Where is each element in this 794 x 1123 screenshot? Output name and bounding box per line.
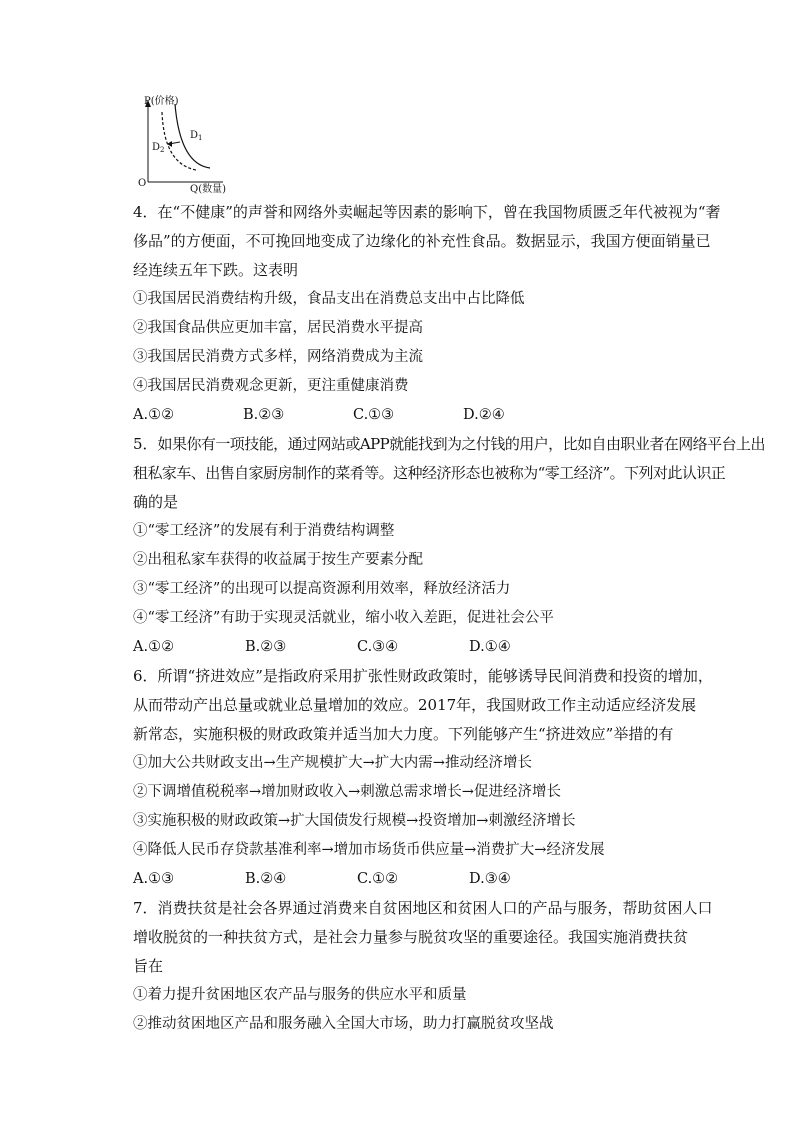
question-stem-line: 租私家车、出售自家厨房制作的菜肴等。这种经济形态也被称为“零工经济”。下列对此认识正: [133, 464, 726, 482]
curve-d2-label: $D_2$: [152, 142, 165, 154]
choice-d[interactable]: D.③④: [469, 871, 511, 887]
shift-arrowhead: [167, 141, 172, 147]
question-7: [133, 894, 713, 1039]
answer-choices: [133, 865, 673, 894]
question-stem-line: 从而带动产出总量或就业总量增加的效应。2017年，我国财政工作主动适应经济发展: [133, 696, 697, 714]
question-stem-line: 旨在: [133, 957, 164, 975]
choice-b[interactable]: B.②④: [245, 871, 287, 887]
origin-label: O: [138, 178, 147, 189]
choice-d[interactable]: D.②④: [463, 407, 505, 423]
choice-c[interactable]: C.①③: [353, 407, 395, 423]
answer-choices: [133, 401, 673, 430]
choice-a[interactable]: A.①③: [133, 871, 175, 887]
statement-option: ④降低人民币存贷款基准利率→增加市场货币供应量→消费扩大→经济发展: [133, 842, 605, 858]
choice-a[interactable]: A.①②: [133, 407, 175, 423]
choice-d[interactable]: D.①④: [469, 639, 511, 655]
choice-b[interactable]: B.②③: [243, 407, 285, 423]
choice-c[interactable]: C.①②: [357, 871, 399, 887]
statement-option: ①着力提升贫困地区农产品与服务的供应水平和质量: [133, 987, 467, 1003]
statement-option: ①“零工经济”的发展有利于消费结构调整: [133, 523, 395, 539]
question-stem-line: 确的是: [133, 493, 179, 511]
question-stem-line: 经连续五年下跌。这表明: [133, 261, 299, 279]
question-stem-line: 新常态，实施积极的财政政策并适当加大力度。下列能够产生“挤进效应”举措的有: [133, 725, 674, 743]
question-stem-line: 侈品”的方便面，不可挽回地变成了边缘化的补充性食品。数据显示，我国方便面销量已: [133, 232, 711, 250]
demand-curve-chart: [128, 94, 258, 196]
statement-option: ③实施积极的财政政策→扩大国债发行规模→投资增加→刺激经济增长: [133, 813, 576, 829]
question-stem-line: 6．所谓“挤进效应”是指政府采用扩张性财政政策时，能够诱导民间消费和投资的增加，: [133, 667, 713, 685]
statement-option: ④“零工经济”有助于实现灵活就业，缩小收入差距，促进社会公平: [133, 610, 554, 626]
answer-choices: [133, 633, 673, 662]
statement-option: ①加大公共财政支出→生产规模扩大→扩大内需→推动经济增长: [133, 755, 532, 771]
question-6: [133, 662, 713, 894]
question-number: 7．: [133, 899, 158, 917]
y-axis-label: P(价格): [144, 96, 179, 107]
question-number: 6．: [133, 667, 158, 685]
demand-curve-d2: [162, 112, 196, 170]
question-stem-line: 5．如果你有一项技能，通过网站或APP就能找到为之付钱的用户，比如自由职业者在网络平台上出: [133, 435, 765, 453]
choice-a[interactable]: A.①②: [133, 639, 175, 655]
statement-option: ②我国食品供应更加丰富，居民消费水平提高: [133, 320, 423, 336]
question-5: [133, 430, 765, 662]
choice-c[interactable]: C.③④: [357, 639, 399, 655]
question-stem-line: 增收脱贫的一种扶贫方式，是社会力量参与脱贫攻坚的重要途径。我国实施消费扶贫: [133, 928, 689, 946]
statement-option: ②下调增值税税率→增加财政收入→刺激总需求增长→促进经济增长: [133, 784, 561, 800]
x-axis-label: Q(数量): [190, 184, 227, 195]
choice-b[interactable]: B.②③: [245, 639, 287, 655]
question-number: 5．: [133, 435, 158, 453]
statement-option: ②出租私家车获得的收益属于按生产要素分配: [133, 552, 423, 568]
statement-option: ①我国居民消费结构升级，食品支出在消费总支出中占比降低: [133, 291, 525, 307]
questions-section: [133, 198, 765, 1039]
curve-d1-label: $D_1$: [190, 130, 203, 142]
statement-option: ②推动贫困地区产品和服务融入全国大市场，助力打赢脱贫攻坚战: [133, 1016, 554, 1032]
question-stem-line: 4．在“不健康”的声誉和网络外卖崛起等因素的影响下，曾在我国物质匮乏年代被视为“奢: [133, 203, 721, 221]
question-4: [133, 198, 721, 430]
demand-curve-figure: [128, 94, 258, 196]
question-number: 4．: [133, 203, 158, 221]
question-stem-line: 7．消费扶贫是社会各界通过消费来自贫困地区和贫困人口的产品与服务，帮助贫困人口: [133, 899, 713, 917]
statement-option: ③我国居民消费方式多样，网络消费成为主流: [133, 349, 423, 365]
statement-option: ④我国居民消费观念更新，更注重健康消费: [133, 378, 409, 394]
statement-option: ③“零工经济”的出现可以提高资源利用效率，释放经济活力: [133, 581, 511, 597]
